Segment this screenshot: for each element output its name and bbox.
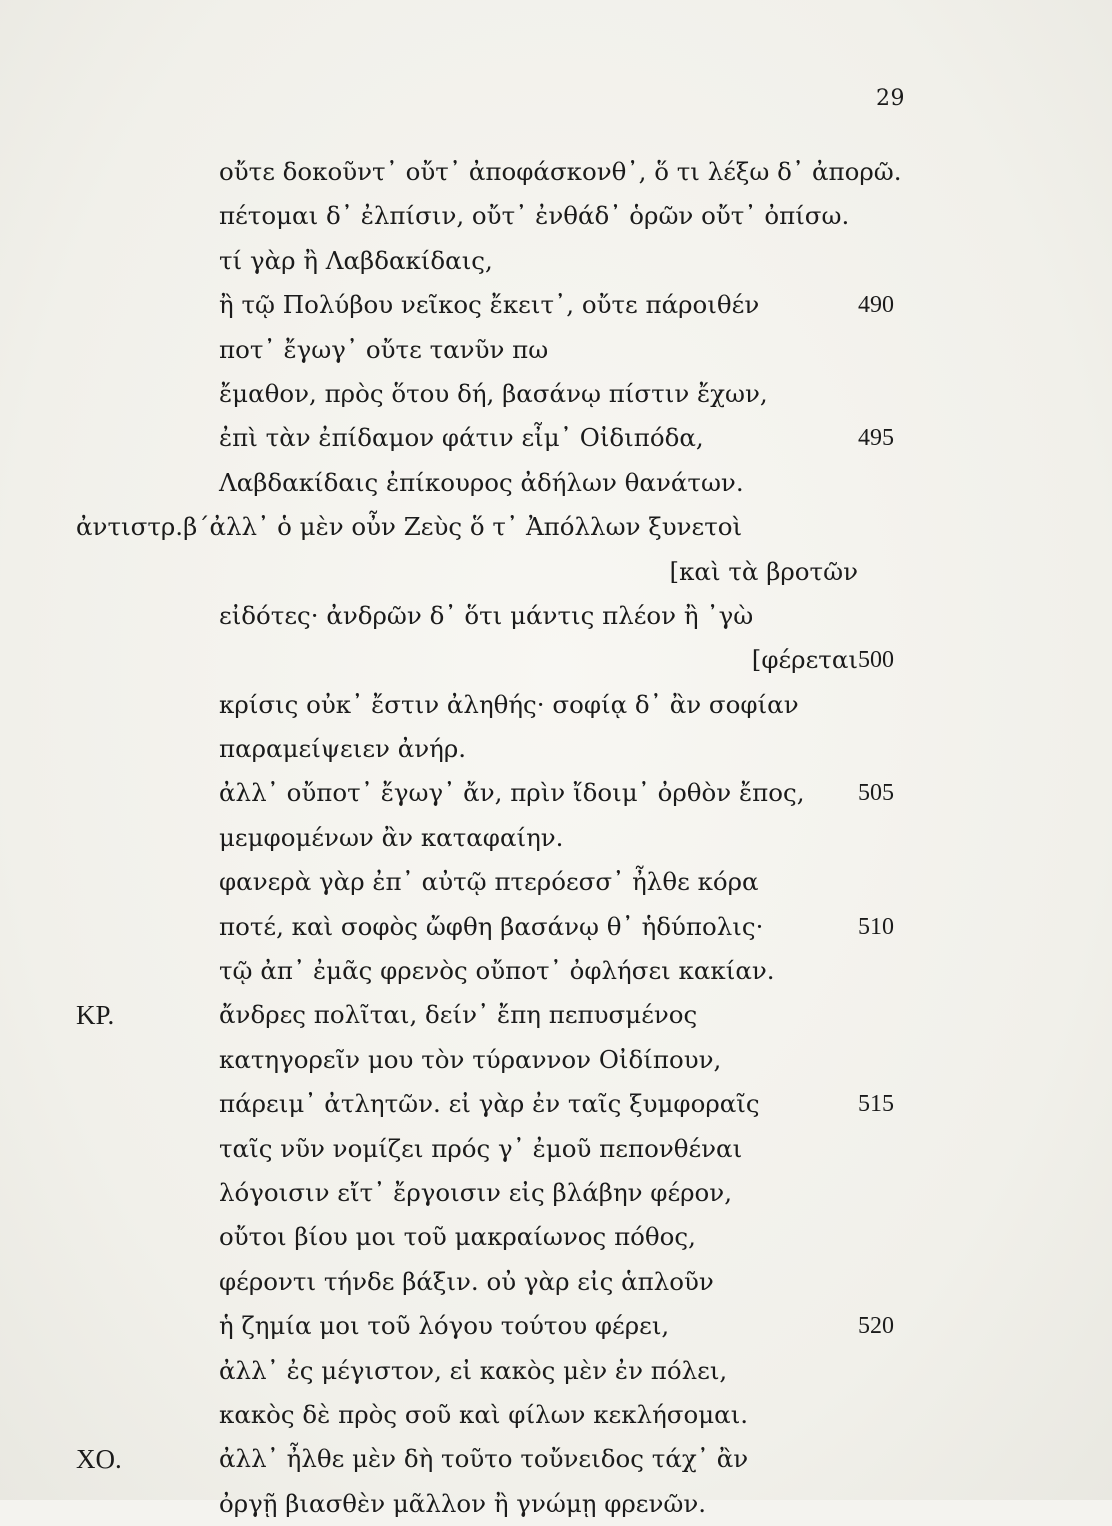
verse-line <box>0 949 1112 993</box>
verse-line-text: ἔμαθον, πρὸς ὅτου δή, βασάνῳ πίστιν ἔχων, <box>219 378 768 408</box>
verse-line <box>0 461 1112 505</box>
verse-line-text: φανερὰ γὰρ ἐπ᾽ αὐτῷ πτερόεσσ᾽ ἦλθε κόρα <box>219 867 759 897</box>
verse-line-text: ταῖς νῦν νομίζει πρός γ᾽ ἐμοῦ πεπονθέναι <box>219 1133 743 1163</box>
verse-line <box>0 1082 1112 1126</box>
verse-line-text: ποτ᾽ ἔγωγ᾽ οὔτε τανῦν πω <box>219 334 549 364</box>
verse-line <box>0 239 1112 283</box>
verse-line <box>0 372 1112 416</box>
verse-line <box>0 150 1112 194</box>
verse-line <box>0 1304 1112 1348</box>
verse-line-text: Λαβδακίδαις ἐπίκουρος ἀδήλων θανάτων. <box>219 467 744 497</box>
verse-line-text: ἐπὶ τὰν ἐπίδαμον φάτιν εἶμ᾽ Οἰδιπόδα, <box>219 423 704 453</box>
verse-line <box>0 594 1112 638</box>
verse-line <box>0 1437 1112 1481</box>
verse-line <box>0 860 1112 904</box>
verse-line-text: κρίσις οὐκ᾽ ἔστιν ἀληθής· σοφίᾳ δ᾽ ἂν σοφίαν <box>219 689 799 719</box>
verse-line <box>0 727 1112 771</box>
verse-line <box>0 1482 1112 1526</box>
verse-line <box>0 283 1112 327</box>
line-number: 510 <box>858 913 894 940</box>
verse-line-text: ἄνδρες πολῖται, δείν᾽ ἔπη πεπυσμένος <box>219 1000 698 1030</box>
verse-line <box>0 416 1112 460</box>
verse-line <box>0 905 1112 949</box>
verse-line <box>0 1215 1112 1259</box>
verse-line <box>0 816 1112 860</box>
verse-line-text: λόγοισιν εἴτ᾽ ἔργοισιν εἰς βλάβην φέρον, <box>219 1177 732 1207</box>
verse-line <box>0 1260 1112 1304</box>
verse-line-text: ὀργῇ βιασθὲν μᾶλλον ἢ γνώμῃ φρενῶν. <box>219 1488 707 1518</box>
verse-line-text: πέτομαι δ᾽ ἐλπίσιν, οὔτ᾽ ἐνθάδ᾽ ὁρῶν οὔτ᾽ ὀπίσω. <box>219 201 850 231</box>
verse-line <box>0 683 1112 727</box>
verse-text <box>0 150 1112 1526</box>
line-number: 495 <box>858 425 894 452</box>
line-number: 490 <box>858 292 894 319</box>
verse-line-text: εἰδότες· ἀνδρῶν δ᾽ ὅτι μάντις πλέον ἢ ᾽γὼ <box>219 600 754 630</box>
verse-line-text: ἀλλ᾽ ἦλθε μὲν δὴ τοῦτο τοὔνειδος τάχ᾽ ἂν <box>219 1444 749 1474</box>
verse-line-text: ἀλλ᾽ οὔποτ᾽ ἔγωγ᾽ ἄν, πρὶν ἴδοιμ᾽ ὀρθὸν ἔπος, <box>219 778 805 808</box>
verse-line <box>0 1038 1112 1082</box>
speaker-label: ΚΡ. <box>76 1000 115 1031</box>
verse-line-text: ἡ ζημία μοι τοῦ λόγου τούτου φέρει, <box>219 1311 670 1341</box>
verse-line-text: οὔτε δοκοῦντ᾽ οὔτ᾽ ἀποφάσκονθ᾽, ὅ τι λέξω δ᾽ ἀπορῶ. <box>219 157 902 186</box>
verse-line-antistrophe <box>0 505 1112 549</box>
verse-line-text: τῷ ἀπ᾽ ἐμᾶς φρενὸς οὔποτ᾽ ὀφλήσει κακίαν. <box>219 956 775 986</box>
verse-line <box>0 1127 1112 1171</box>
line-number: 500 <box>858 647 894 674</box>
verse-line-text: [καὶ τὰ βροτῶν <box>669 556 858 586</box>
verse-line <box>0 1349 1112 1393</box>
verse-line-continuation <box>0 638 1112 682</box>
verse-line-text: πάρειμ᾽ ἀτλητῶν. εἰ γὰρ ἐν ταῖς ξυμφοραῖς <box>219 1089 760 1119</box>
verse-line <box>0 993 1112 1037</box>
verse-line-text: φέροντι τήνδε βάξιν. οὐ γὰρ εἰς ἁπλοῦν <box>219 1266 714 1296</box>
verse-line-text: μεμφομένων ἂν καταφαίην. <box>219 822 564 852</box>
verse-line-text: [φέρεται <box>751 645 858 675</box>
speaker-label: ΧΟ. <box>76 1444 122 1475</box>
page-number: 29 <box>876 86 905 111</box>
verse-line <box>0 771 1112 815</box>
line-number: 520 <box>858 1313 894 1340</box>
line-number: 515 <box>858 1091 894 1118</box>
verse-line <box>0 194 1112 238</box>
verse-line-text: ἢ τῷ Πολύβου νεῖκος ἔκειτ᾽, οὔτε πάροιθέν <box>219 290 760 320</box>
verse-line-text: οὔτοι βίου μοι τοῦ μακραίωνος πόθος, <box>219 1222 696 1252</box>
verse-line <box>0 1393 1112 1437</box>
verse-line-text: ἀλλ᾽ ἐς μέγιστον, εἰ κακὸς μὲν ἐν πόλει, <box>219 1355 728 1385</box>
verse-line <box>0 1171 1112 1215</box>
verse-line-text: κατηγορεῖν μου τὸν τύραννον Οἰδίπουν, <box>219 1044 722 1074</box>
verse-line-text: τί γὰρ ἢ Λαβδακίδαις, <box>219 245 493 275</box>
verse-line-text: παραμείψειεν ἀνήρ. <box>219 734 467 764</box>
verse-line-text: ἀντιστρ.β´ἀλλ᾽ ὁ μὲν οὖν Ζεὺς ὅ τ᾽ Ἀπόλλων ξυνετοὶ <box>76 512 743 542</box>
verse-line <box>0 328 1112 372</box>
verse-line-continuation <box>0 550 1112 594</box>
verse-line-text: κακὸς δὲ πρὸς σοῦ καὶ φίλων κεκλήσομαι. <box>219 1399 749 1429</box>
verse-line-text: ποτέ, καὶ σοφὸς ὤφθη βασάνῳ θ᾽ ἡδύπολις· <box>219 911 764 941</box>
line-number: 505 <box>858 780 894 807</box>
